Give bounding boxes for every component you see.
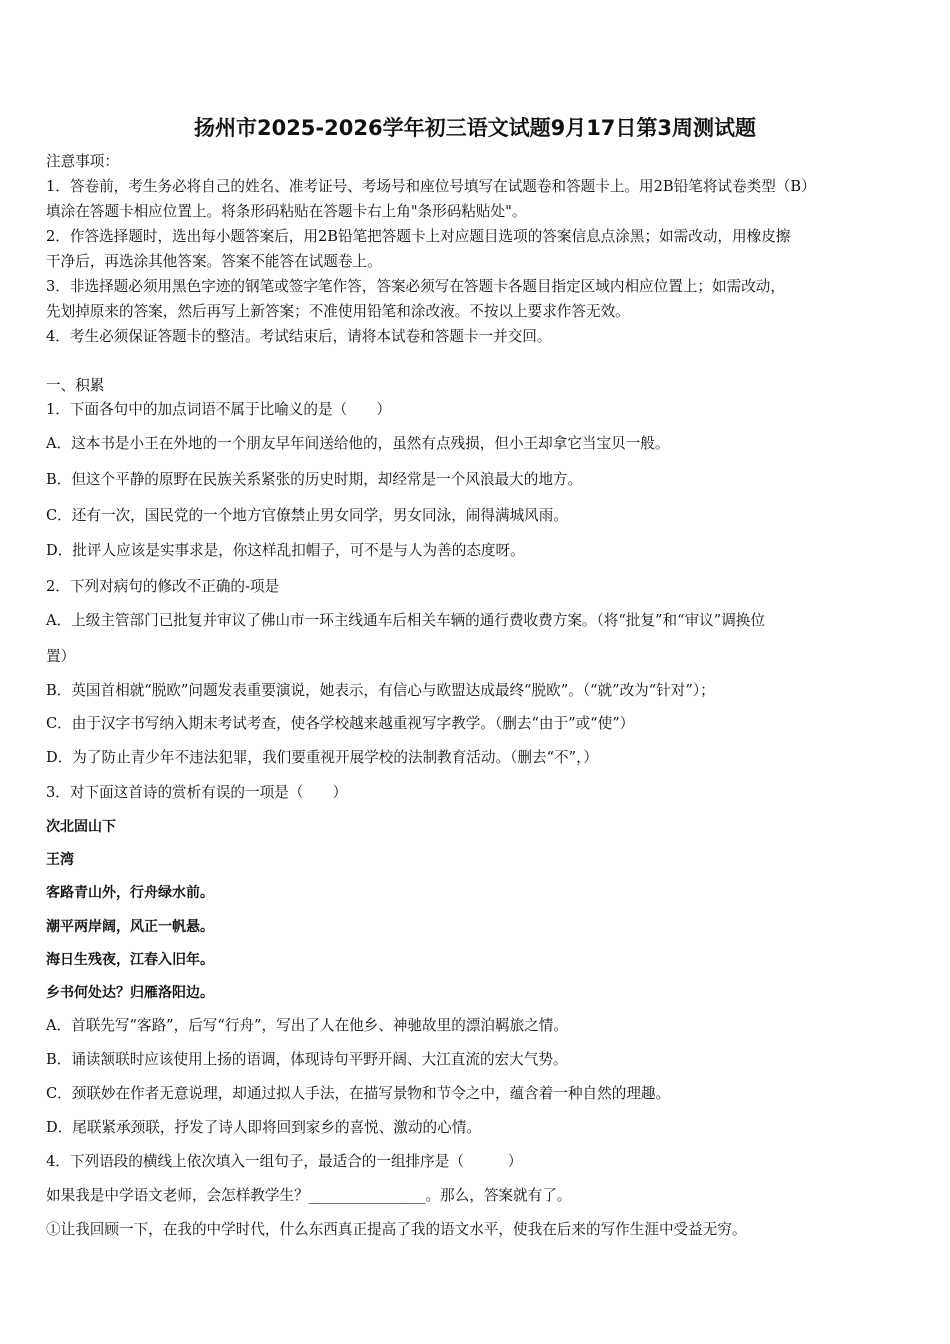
- notice-item-3-line-2: 先划掉原来的答案，然后再写上新答案；不准使用铅笔和涂改液。不按以上要求作答无效。: [46, 303, 630, 320]
- question-3-option-b: B．诵读颔联时应该使用上扬的语调，体现诗句平野开阔、大江直流的宏大气势。: [46, 1051, 568, 1068]
- poem-line-1: 客路青山外，行舟绿水前。: [46, 885, 214, 901]
- question-1-stem: 1．下面各句中的加点词语不属于比喻义的是（ ）: [46, 401, 391, 418]
- question-3-option-d: D．尾联紧承颈联，抒发了诗人即将回到家乡的喜悦、激动的心情。: [46, 1119, 481, 1136]
- question-3-option-a: A．首联先写“客路”，后写“行舟”，写出了人在他乡、神驰故里的漂泊羁旅之情。: [46, 1017, 568, 1034]
- notice-item-2-line-1: 2．作答选择题时，选出每小题答案后，用2B铅笔把答题卡上对应题目选项的答案信息点涂黑；如需改动，用橡皮擦: [46, 228, 791, 245]
- question-2-option-c: C．由于汉字书写纳入期末考试考查，使各学校越来越重视写字教学。（删去“由于”或“使”）: [46, 715, 635, 732]
- section-heading: 一、积累: [46, 377, 105, 394]
- poem-title: 次北固山下: [46, 819, 116, 835]
- question-4-passage: 如果我是中学语文老师，会怎样教学生？________________。那么，答案就有了。: [46, 1187, 572, 1204]
- poem-line-3: 海日生残夜，江春入旧年。: [46, 952, 214, 968]
- question-2-option-a-line-2: 置）: [46, 648, 76, 665]
- notice-item-1-line-1: 1．答卷前，考生务必将自己的姓名、准考证号、考场号和座位号填写在试题卷和答题卡上。用2B铅笔将试卷类型（B）: [46, 178, 816, 195]
- notice-item-3-line-1: 3．非选择题必须用黑色字迹的钢笔或签字笔作答，答案必须写在答题卡各题目指定区域内相应位置上；如需改动，: [46, 278, 785, 295]
- question-2-option-b: B．英国首相就“脱欧”问题发表重要演说，她表示，有信心与欧盟达成最终“脱欧”。（“就”改为“针对”）；: [46, 682, 715, 699]
- question-1-option-b: B．但这个平静的原野在民族关系紧张的历史时期，却经常是一个风浪最大的地方。: [46, 471, 583, 488]
- notice-item-2-line-2: 干净后，再选涂其他答案。答案不能答在试题卷上。: [46, 253, 382, 270]
- question-4-item-1: ①让我回顾一下，在我的中学时代，什么东西真正提高了我的语文水平，使我在后来的写作生涯中受益无穷。: [46, 1221, 747, 1238]
- question-2-option-d: D．为了防止青少年不违法犯罪，我们要重视开展学校的法制教育活动。（删去“不”，）: [46, 749, 598, 766]
- page-title: 扬州市2025-2026学年初三语文试题9月17日第3周测试题: [193, 116, 757, 140]
- poem-line-2: 潮平两岸阔，风正一帆悬。: [46, 919, 214, 935]
- question-1-option-a: A．这本书是小王在外地的一个朋友早年间送给他的，虽然有点残损，但小王却拿它当宝贝一般。: [46, 435, 670, 452]
- question-2-stem: 2．下列对病句的修改不正确的-项是: [46, 578, 280, 595]
- question-1-option-c: C．还有一次，国民党的一个地方官僚禁止男女同学，男女同泳，闹得满城风雨。: [46, 507, 568, 524]
- notice-heading: 注意事项：: [46, 153, 119, 170]
- question-4-stem: 4．下列语段的横线上依次填入一组句子，最适合的一组排序是（ ）: [46, 1153, 523, 1170]
- notice-item-1-line-2: 填涂在答题卡相应位置上。将条形码粘贴在答题卡右上角"条形码粘贴处"。: [46, 203, 527, 220]
- question-3-stem: 3．对下面这首诗的赏析有误的一项是（ ）: [46, 784, 348, 801]
- poem-author: 王湾: [46, 852, 74, 868]
- poem-line-4: 乡书何处达？归雁洛阳边。: [46, 985, 214, 1001]
- question-3-option-c: C．颈联妙在作者无意说理，却通过拟人手法，在描写景物和节令之中，蕴含着一种自然的理趣。: [46, 1085, 671, 1102]
- question-2-option-a-line-1: A．上级主管部门已批复并审议了佛山市一环主线通车后相关车辆的通行费收费方案。（将“批复”和“审议”调换位: [46, 612, 765, 629]
- question-1-option-d: D．批评人应该是实事求是，你这样乱扣帽子，可不是与人为善的态度呀。: [46, 542, 525, 559]
- notice-item-4: 4．考生必须保证答题卡的整洁。考试结束后，请将本试卷和答题卡一并交回。: [46, 328, 552, 345]
